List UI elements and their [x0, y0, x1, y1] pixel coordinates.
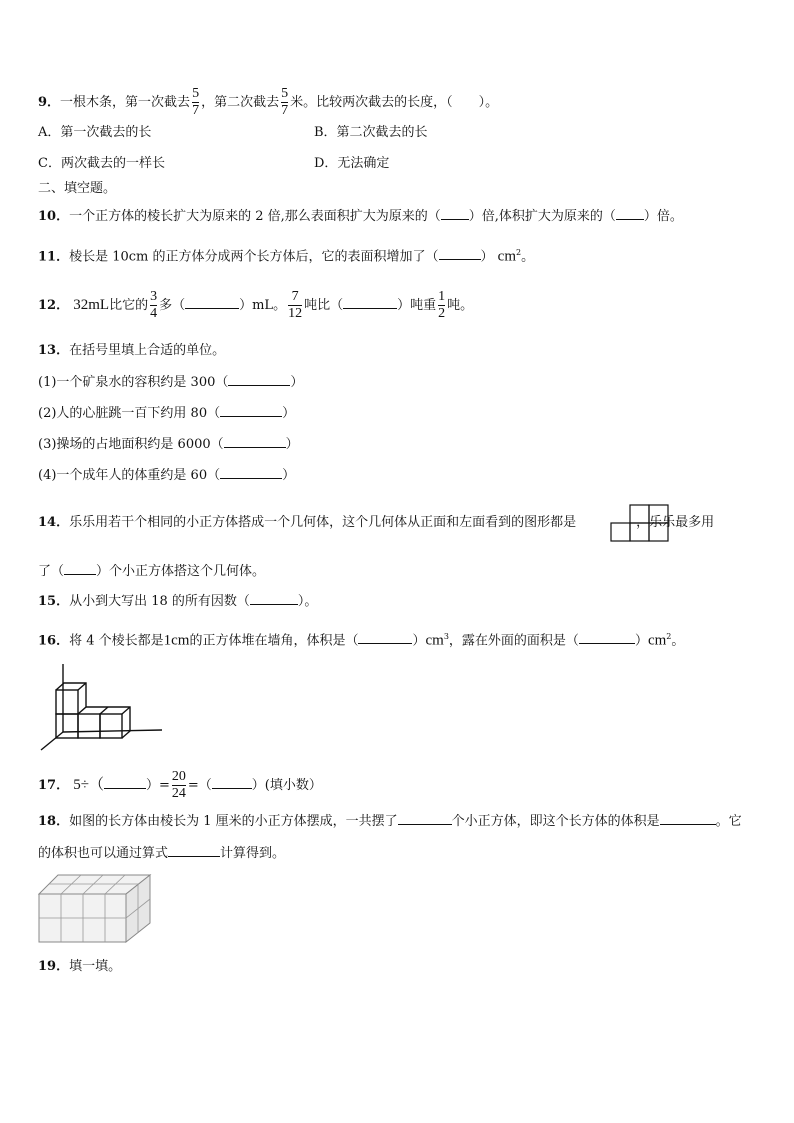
option-c[interactable]: C．两次截去的一样长 — [38, 156, 165, 171]
question-10: 10．一个正方体的棱长扩大为原来的 2 倍,那么表面积扩大为原来的（ ）倍,体积扩大为原来的（ ）倍。 — [38, 209, 683, 224]
question-14: 14．乐乐用若干个相同的小正方体搭成一个几何体，这个几何体从正面和左面看到的图形都是 ，乐乐最多用 — [38, 515, 715, 530]
question-19: 19．填一填。 — [38, 959, 122, 974]
option-b[interactable]: B．第二次截去的长 — [314, 125, 428, 140]
answer-blank[interactable] — [212, 776, 252, 789]
answer-blank[interactable] — [358, 631, 412, 644]
section-heading: 二、填空题。 — [38, 181, 117, 196]
fraction: $\frac{3}{4}$ — [150, 289, 158, 321]
answer-blank[interactable] — [168, 844, 220, 857]
answer-blank[interactable] — [343, 296, 397, 309]
question-15: 15．从小到大写出 18 的所有因数（ ）。 — [38, 594, 318, 609]
answer-blank[interactable] — [228, 373, 290, 386]
question-12: 12． 32mL比它的 $\frac{3}{4}$ 多（ ）mL。 $\frac{7}{12}$ 吨比（ ）吨重 $\frac{1}{2}$ 吨。 — [38, 289, 474, 321]
question-17: 17． 5÷（ ）= $\frac{20}{24}$ =（ ）(填小数） — [38, 769, 322, 801]
question-13: 13．在括号里填上合适的单位。 — [38, 343, 226, 358]
answer-blank[interactable] — [250, 592, 298, 605]
fraction: $\frac{5}{7}$ — [281, 86, 289, 118]
question-16: 16．将 4 个棱长都是1cm的正方体堆在墙角，体积是（ ）$cm^3$，露在外面的面积是（ ）$cm^2$。 — [38, 632, 685, 649]
question-18-cont: 的体积也可以通过算式 计算得到。 — [38, 846, 286, 861]
answer-blank[interactable] — [220, 466, 282, 479]
question-13-item-3: (3)操场的占地面积约是 6000（ ） — [38, 437, 299, 452]
answer-blank[interactable] — [398, 812, 452, 825]
question-13-item-2: (2)人的心脏跳一百下约用 80（ ） — [38, 406, 296, 421]
answer-blank[interactable] — [441, 207, 469, 220]
cuboid-figure — [38, 872, 154, 944]
corner-cubes-figure — [38, 662, 168, 754]
question-9: 9．一根木条，第一次截去 $\frac{5}{7}$ ，第二次截去 $\frac{5}{7}$ 米。比较两次截去的长度，（ ）。 — [38, 86, 499, 118]
question-14-cont: 了（ ）个小正方体搭这个几何体。 — [38, 564, 266, 579]
question-13-item-4: (4)一个成年人的体重约是 60（ ） — [38, 468, 296, 483]
fraction: $\frac{7}{12}$ — [288, 289, 303, 321]
three-view-figure — [610, 504, 670, 542]
option-d[interactable]: D．无法确定 — [314, 156, 390, 171]
question-13-item-1: (1)一个矿泉水的容积约是 300（ ） — [38, 375, 304, 390]
fraction: $\frac{20}{24}$ — [171, 769, 186, 801]
answer-blank[interactable] — [185, 296, 239, 309]
answer-blank[interactable] — [220, 404, 282, 417]
question-18: 18．如图的长方体由棱长为 1 厘米的小正方体摆成，一共摆了 个小正方体，即这个长方体的体积是 。它 — [38, 814, 742, 829]
fraction: $\frac{5}{7}$ — [192, 86, 200, 118]
fraction: $\frac{1}{2}$ — [438, 289, 446, 321]
answer-blank[interactable] — [64, 562, 96, 575]
answer-blank[interactable] — [104, 776, 146, 789]
option-a[interactable]: A．第一次截去的长 — [38, 125, 152, 140]
answer-blank[interactable] — [224, 435, 286, 448]
answer-blank[interactable] — [439, 247, 481, 260]
question-11: 11．棱长是 10cm 的正方体分成两个长方体后，它的表面积增加了（ ） $cm^2$。 — [38, 248, 535, 265]
answer-blank[interactable] — [616, 207, 644, 220]
answer-blank[interactable] — [579, 631, 635, 644]
answer-blank[interactable] — [660, 812, 716, 825]
